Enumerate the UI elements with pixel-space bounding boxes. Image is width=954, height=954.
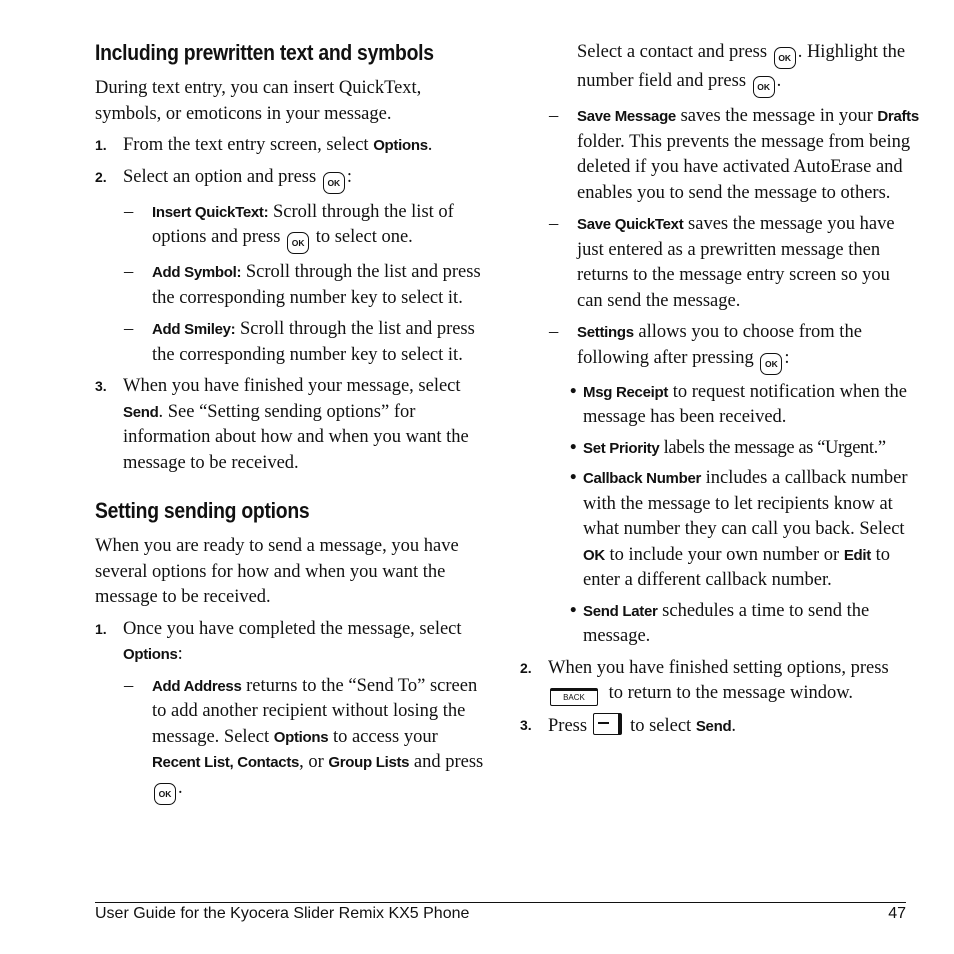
- step-2: 2. Select an option and press OK :: [95, 165, 485, 194]
- left-column: [95, 40, 485, 805]
- option-settings: – Settings allows you to choose from the following after pressing OK :: [520, 320, 920, 375]
- ok-key-icon: OK: [753, 76, 775, 98]
- step-number: 2.: [95, 168, 107, 185]
- page-number: 47: [888, 905, 906, 922]
- section-heading-sending-options: Setting sending options: [95, 498, 310, 523]
- option-add-address: – Add Address returns to the “Send To” screen to add another recipient without losing the message. Select Options to access your Recent List, Contacts, or Group Lists and press OK .: [95, 674, 485, 805]
- footer-rule: [95, 902, 906, 903]
- footer-title: User Guide for the Kyocera Slider Remix KX5 Phone: [95, 905, 470, 922]
- intro-paragraph: During text entry, you can insert QuickText, symbols, or emoticons in your message.: [95, 78, 422, 124]
- step-3: 3. When you have finished your message, select Send. See “Setting sending options” for information about how and when you want the message to be received.: [95, 376, 469, 473]
- setting-callback-number: • Callback Number includes a callback number with the message to let recipients know at what number they can call you back. Select OK to include your own number or Edit to enter a different callback number.: [570, 468, 908, 590]
- ok-key-icon: OK: [774, 47, 796, 69]
- option-add-smiley: – Add Smiley: Scroll through the list and press the corresponding number key to select it.: [124, 319, 475, 365]
- step-3-sending: 3. Press to select Send.: [520, 713, 920, 740]
- step-2-sending: 2. When you have finished setting options, press BACK to return to the message window.: [520, 656, 920, 707]
- step-number: 2.: [520, 659, 532, 676]
- intro-paragraph-sending: When you are ready to send a message, you have several options for how and when you want the message to be received.: [95, 536, 459, 607]
- ok-key-icon: OK: [287, 232, 309, 254]
- ok-key-icon: OK: [323, 172, 345, 194]
- ok-key-icon: OK: [154, 783, 176, 805]
- option-save-message: – Save Message saves the message in your Drafts folder. This prevents the message from being deleted if you have activated AutoErase and enables you to send the message to others.: [549, 106, 919, 203]
- right-column: [520, 40, 920, 739]
- step-number: 1.: [95, 137, 107, 153]
- continued-text: Select a contact and press OK . Highlight the number field and press OK .: [520, 40, 920, 98]
- left-softkey-icon: [593, 713, 622, 735]
- step-number: 1.: [95, 620, 107, 637]
- step-1: 1. From the text entry screen, select Options.: [95, 133, 485, 159]
- ok-key-icon: OK: [760, 353, 782, 375]
- options-label: Options: [373, 137, 428, 154]
- option-add-symbol: – Add Symbol: Scroll through the list and press the corresponding number key to select it.: [124, 262, 481, 308]
- setting-send-later: • Send Later schedules a time to send the message.: [570, 600, 870, 646]
- section-heading-prewritten: Including prewritten text and symbols: [95, 40, 434, 65]
- setting-msg-receipt: • Msg Receipt to request notification when the message has been received.: [570, 381, 907, 427]
- step-number: 3.: [95, 378, 107, 394]
- option-save-quicktext: – Save QuickText saves the message you have just entered as a prewritten message then returns to the message entry screen so you can send the message.: [549, 214, 895, 311]
- step-1-sending: 1. Once you have completed the message, select Options:: [95, 618, 462, 664]
- back-key-icon: BACK: [550, 688, 598, 706]
- step-number: 3.: [520, 716, 532, 733]
- setting-set-priority: • Set Priority labels the message as “Urgent.”: [570, 437, 886, 458]
- option-insert-quicktext: – Insert QuickText: Scroll through the list of options and press OK to select one.: [95, 200, 485, 255]
